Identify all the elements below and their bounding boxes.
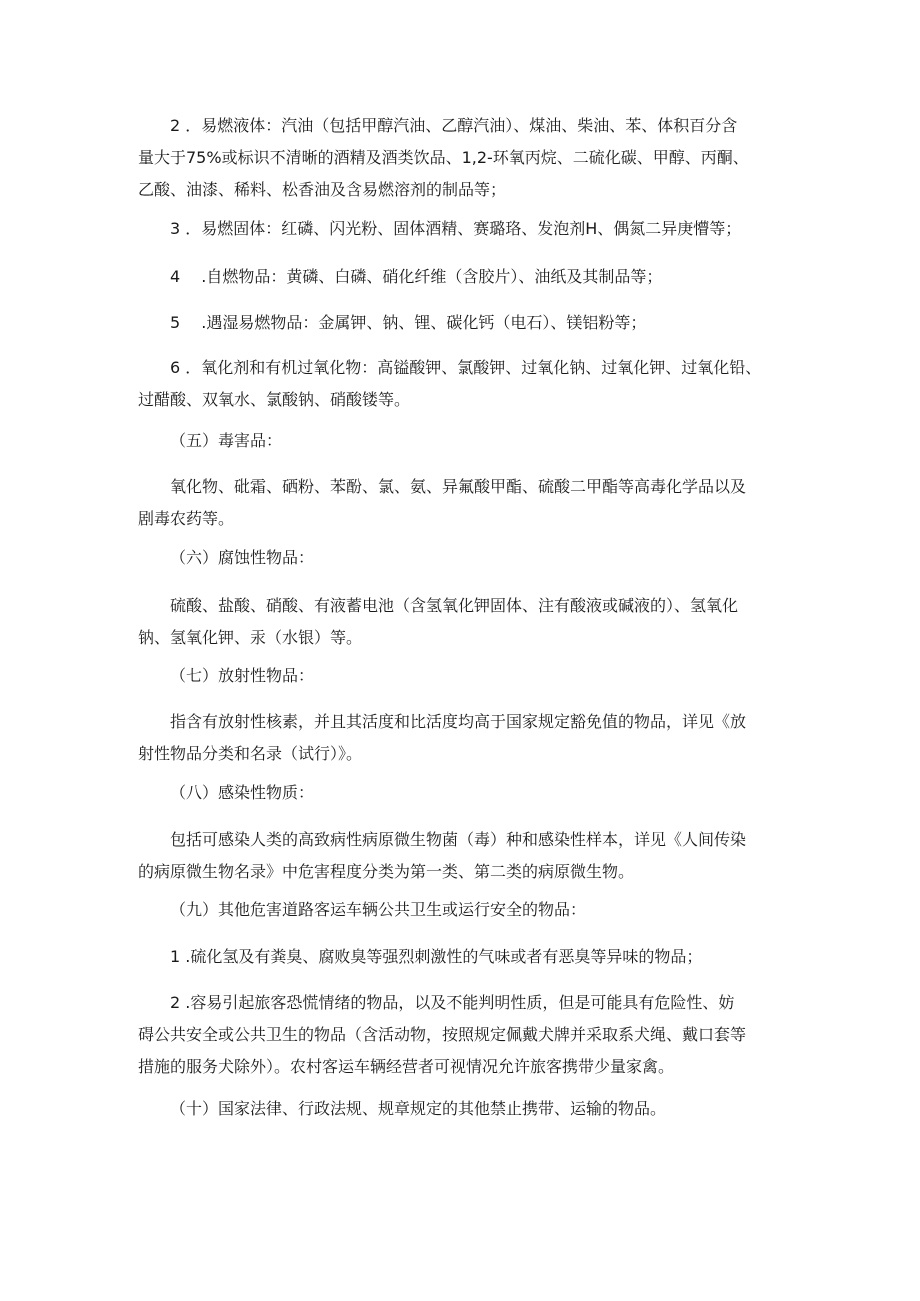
text-line: 5 .遇湿易燃物品：金属钾、钠、锂、碳化钙（电石）、镁铝粉等； [170,313,647,332]
paragraph-water-reactive [138,311,793,335]
heading-other-hazards [138,898,793,922]
heading-toxic [138,429,793,453]
text-line: 射性物品分类和名录（试行）》。 [138,744,363,763]
text-line: 6 ．氧化剂和有机过氧化物：高镒酸钾、氯酸钾、过氧化钠、过氧化钾、过氧化铅、 [170,358,762,377]
text-line: （六）腐蚀性物品： [170,548,315,567]
heading-other-prohibited [138,1097,793,1121]
paragraph-panic-items [138,991,793,1079]
text-line: 包括可感染人类的高致病性病原微生物菌（毒）种和感染性样本，详见《人间传染 [170,830,747,849]
text-line: 2 ．易燃液体：汽油（包括甲醇汽油、乙醇汽油）、煤油、柴油、苯、体积百分含 [170,116,738,135]
text-line: （十）国家法律、行政法规、规章规定的其他禁止携带、运输的物品。 [170,1099,667,1118]
text-line: 4 .自燃物品：黄磷、白磷、硝化纤维（含胶片）、油纸及其制品等； [170,267,663,286]
heading-infectious [138,781,793,805]
heading-radioactive [138,664,793,688]
paragraph-radioactive [138,710,793,766]
text-line: 2 .容易引起旅客恐慌情绪的物品，以及不能判明性质，但是可能具有危险性、妨 [170,993,735,1012]
text-line: 乙酸、油漆、稀料、松香油及含易燃溶剂的制品等； [138,180,507,199]
text-line: （五）毒害品： [170,431,283,450]
text-line: （八）感染性物质： [170,783,315,802]
text-line: 1 .硫化氢及有粪臭、腐败臭等强烈刺激性的气味或者有恶臭等异味的物品； [170,947,703,966]
paragraph-infectious [138,828,793,884]
text-line: 碍公共安全或公共卫生的物品（含活动物，按照规定佩戴犬牌并采取系犬绳、戴口套等 [138,1025,747,1044]
text-line: 过醋酸、双氧水、氯酸钠、硝酸镂等。 [138,390,411,409]
text-line: 量大于75%或标识不清晰的酒精及酒类饮品、1,2-环氧丙烷、二硫化碳、甲醇、丙酮、 [138,148,749,167]
text-line: 剧毒农药等。 [138,509,235,528]
text-line: 钠、氢氧化钾、汞（水银）等。 [138,628,363,647]
text-line: 氧化物、砒霜、硒粉、苯酚、氯、氨、异氟酸甲酯、硫酸二甲酯等高毒化学品以及 [170,477,747,496]
paragraph-toxic [138,475,793,531]
heading-corrosive [138,546,793,570]
text-line: 的病原微生物名录》中危害程度分类为第一类、第二类的病原微生物。 [138,862,635,881]
text-line: 3 ．易燃固体：红磷、闪光粉、固体酒精、赛璐珞、发泡剂H、偶氮二异庚懵等； [170,219,742,238]
paragraph-flammable-liquids [138,114,793,202]
text-line: 硫酸、盐酸、硝酸、有液蓄电池（含氢氧化钾固体、注有酸液或碱液的）、氢氧化 [170,596,739,615]
text-line: 指含有放射性核素，并且其活度和比活度均高于国家规定豁免值的物品，详见《放 [170,712,747,731]
paragraph-flammable-solids [138,217,793,241]
text-line: （九）其他危害道路客运车辆公共卫生或运行安全的物品： [170,900,587,919]
paragraph-spontaneous-combustion [138,265,793,289]
text-line: 措施的服务犬除外）。农村客运车辆经营者可视情况允许旅客携带少量家禽。 [138,1057,675,1076]
paragraph-odor-items [138,945,793,969]
text-line: （七）放射性物品： [170,666,315,685]
paragraph-oxidizers [138,356,793,412]
paragraph-corrosive [138,594,793,650]
